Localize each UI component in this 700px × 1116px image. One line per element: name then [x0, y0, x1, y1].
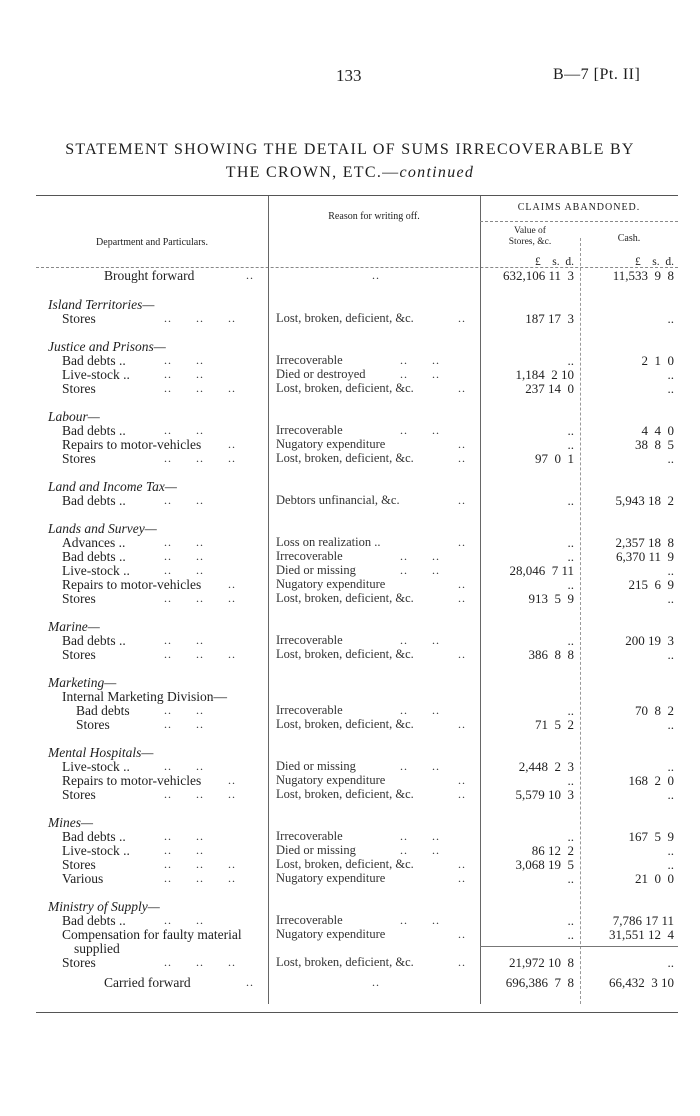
row-reason: Lost, broken, deficient, &c. — [276, 451, 414, 465]
row-reason-dots: .. .. — [400, 703, 440, 717]
row-label-dots: .. .. .. — [164, 787, 236, 801]
row-stores-value: 97 0 1 — [535, 451, 574, 466]
subsection-heading: Internal Marketing Division— — [62, 689, 227, 704]
row-label-dots: .. .. .. — [164, 955, 236, 969]
stores-currency-label: £ s. d. — [535, 256, 574, 268]
row-reason: Irrecoverable — [276, 633, 343, 647]
statement-title-line1: STATEMENT SHOWING THE DETAIL OF SUMS IRRECOVERABLE BY — [65, 141, 635, 158]
row-label-dots: .. .. — [164, 563, 204, 577]
row-label-dots: .. .. .. — [164, 451, 236, 465]
row-stores-value: .. — [567, 871, 574, 886]
claims-header-rule — [480, 221, 678, 222]
row-reason-dots: .. — [458, 535, 466, 549]
row-reason: Lost, broken, deficient, &c. — [276, 591, 414, 605]
row-label-dots: .. .. .. — [164, 871, 236, 885]
row-stores-value: 3,068 19 5 — [515, 857, 574, 872]
row-reason: Nugatory expenditure — [276, 577, 386, 591]
row-label: Live-stock .. — [62, 843, 130, 858]
row-reason-dots: .. — [458, 451, 466, 465]
row-label: Bad debts .. — [62, 493, 126, 508]
row-reason-dots: .. .. — [400, 843, 440, 857]
row-reason: Died or destroyed — [276, 367, 366, 381]
row-label: Live-stock .. — [62, 759, 130, 774]
row-stores-value: .. — [567, 493, 574, 508]
row-stores-value: .. — [567, 829, 574, 844]
row-stores-value: .. — [567, 633, 574, 648]
row-cash-value: .. — [667, 843, 674, 858]
row-label: Compensation for faulty material — [62, 927, 242, 942]
row-cash-value: 215 6 9 — [628, 577, 674, 592]
row-stores-value: .. — [567, 423, 574, 438]
row-label-dots: .. .. .. — [164, 857, 236, 871]
row-reason-dots: .. .. — [400, 423, 440, 437]
row-label-dots: .. .. — [164, 367, 204, 381]
row-reason-dots: .. .. — [400, 563, 440, 577]
row-stores-value: .. — [567, 773, 574, 788]
row-stores-value: 237 14 0 — [525, 381, 574, 396]
section-heading: Marketing— — [48, 675, 117, 690]
row-label: Stores — [62, 647, 96, 662]
row-reason-dots: .. .. — [400, 829, 440, 843]
section-heading: Marine— — [48, 619, 100, 634]
row-stores-value: 28,046 7 11 — [509, 563, 574, 578]
row-reason: Irrecoverable — [276, 829, 343, 843]
row-reason: Nugatory expenditure — [276, 871, 386, 885]
brought-forward-stores: 632,106 11 3 — [502, 268, 574, 283]
row-label: Bad debts .. — [62, 633, 126, 648]
row-cash-value: .. — [667, 955, 674, 970]
row-reason: Lost, broken, deficient, &c. — [276, 381, 414, 395]
row-label-dots: .. .. — [164, 353, 204, 367]
row-reason-dots: .. — [458, 717, 466, 731]
row-cash-value: 2 1 0 — [641, 353, 674, 368]
section-heading: Mental Hospitals— — [48, 745, 154, 760]
brought-forward-reason-dots: .. — [372, 268, 380, 282]
row-stores-value: .. — [567, 535, 574, 550]
row-cash-value: .. — [667, 591, 674, 606]
row-reason-dots: .. .. — [400, 913, 440, 927]
row-stores-value: 21,972 10 8 — [509, 955, 574, 970]
row-label: Repairs to motor-vehicles — [62, 773, 202, 788]
row-cash-value: 5,943 18 2 — [615, 493, 674, 508]
row-label: Bad debts .. — [62, 549, 126, 564]
row-label: Stores — [62, 955, 96, 970]
row-reason-dots: .. .. — [400, 367, 440, 381]
row-reason: Died or missing — [276, 843, 356, 857]
carried-forward-reason-dots: .. — [372, 975, 380, 989]
row-stores-value: 913 5 9 — [528, 591, 574, 606]
row-reason: Nugatory expenditure — [276, 927, 386, 941]
row-stores-value: 86 12 2 — [531, 843, 574, 858]
row-label: Bad debts .. — [62, 423, 126, 438]
row-label-dots: .. .. — [164, 535, 204, 549]
row-reason: Irrecoverable — [276, 703, 343, 717]
row-cash-value: 167 5 9 — [628, 829, 674, 844]
row-label: Live-stock .. — [62, 367, 130, 382]
row-label-dots: .. .. — [164, 717, 204, 731]
row-stores-value: 71 5 2 — [535, 717, 574, 732]
carried-forward-stores: 696,386 7 8 — [505, 975, 574, 990]
row-stores-value: .. — [567, 353, 574, 368]
row-reason: Nugatory expenditure — [276, 437, 386, 451]
row-stores-value: 1,184 2 10 — [515, 367, 574, 382]
row-reason: Lost, broken, deficient, &c. — [276, 311, 414, 325]
row-stores-value: 2,448 2 3 — [518, 759, 574, 774]
row-label-dots: .. .. — [164, 913, 204, 927]
row-label-dots: .. .. .. — [164, 591, 236, 605]
header-stores-line1: Value of — [514, 226, 546, 236]
row-label-dots: .. .. — [164, 633, 204, 647]
cash-currency-label: £ s. d. — [635, 256, 674, 268]
row-label: Stores — [62, 857, 96, 872]
row-label: Stores — [62, 787, 96, 802]
row-reason-dots: .. — [458, 381, 466, 395]
brought-forward-dots: .. — [246, 268, 254, 282]
row-stores-value: 5,579 10 3 — [515, 787, 574, 802]
row-label: Live-stock .. — [62, 563, 130, 578]
table-bottom-rule — [36, 1012, 678, 1013]
row-label-dots: .. — [228, 437, 236, 451]
row-cash-value: .. — [667, 717, 674, 732]
section-heading: Justice and Prisons— — [48, 339, 166, 354]
row-reason: Died or missing — [276, 563, 356, 577]
row-reason-dots: .. — [458, 955, 466, 969]
row-cash-value: 70 8 2 — [635, 703, 674, 718]
row-stores-value: .. — [567, 927, 574, 942]
carried-forward-cash: 66,432 3 10 — [609, 975, 674, 990]
row-cash-value: 200 19 3 — [625, 633, 674, 648]
row-reason-dots: .. — [458, 493, 466, 507]
row-cash-value: .. — [667, 451, 674, 466]
page-reference: B—7 [Pt. II] — [553, 66, 641, 83]
row-reason: Nugatory expenditure — [276, 773, 386, 787]
row-cash-value: .. — [667, 563, 674, 578]
section-heading: Lands and Survey— — [48, 521, 157, 536]
brought-forward-cash: 11,533 9 8 — [612, 268, 674, 283]
row-reason-dots: .. — [458, 647, 466, 661]
row-label-dots: .. .. — [164, 829, 204, 843]
row-label-dots: .. .. — [164, 549, 204, 563]
page-number: 133 — [336, 66, 362, 85]
row-label-dots: .. — [228, 577, 236, 591]
row-cash-value: 4 4 0 — [641, 423, 674, 438]
row-reason-dots: .. — [458, 773, 466, 787]
row-stores-value: 187 17 3 — [525, 311, 574, 326]
row-reason: Lost, broken, deficient, &c. — [276, 787, 414, 801]
row-label: Various — [62, 871, 104, 886]
row-reason-dots: .. .. — [400, 353, 440, 367]
carried-forward-label: Carried forward — [104, 975, 191, 990]
row-label: Bad debts — [76, 703, 130, 718]
row-cash-value: 6,370 11 9 — [615, 549, 674, 564]
row-reason: Irrecoverable — [276, 549, 343, 563]
section-heading: Labour— — [48, 409, 100, 424]
row-reason: Loss on realization .. — [276, 535, 381, 549]
row-label: Stores — [76, 717, 110, 732]
column-divider-1 — [268, 196, 269, 1004]
carried-forward-dots: .. — [246, 975, 254, 989]
header-stores-line2: Stores, &c. — [508, 237, 552, 247]
row-stores-value: .. — [567, 549, 574, 564]
row-reason-dots: .. .. — [400, 633, 440, 647]
row-reason-dots: .. — [458, 591, 466, 605]
row-cash-value: .. — [667, 381, 674, 396]
header-cash: Cash. — [617, 233, 641, 244]
row-reason-dots: .. — [458, 927, 466, 941]
total-rule — [480, 946, 678, 947]
table-top-rule — [36, 195, 678, 196]
row-reason-dots: .. .. — [400, 759, 440, 773]
row-label-dots: .. .. .. — [164, 647, 236, 661]
row-label: Repairs to motor-vehicles — [62, 577, 202, 592]
row-cash-value: 21 0 0 — [635, 871, 674, 886]
section-heading: Mines— — [48, 815, 93, 830]
row-label-dots: .. .. .. — [164, 311, 236, 325]
row-reason: Lost, broken, deficient, &c. — [276, 857, 414, 871]
row-reason-dots: .. — [458, 437, 466, 451]
row-reason: Debtors unfinancial, &c. — [276, 493, 400, 507]
header-reason: Reason for writing off. — [328, 211, 420, 222]
row-reason: Irrecoverable — [276, 353, 343, 367]
row-label: Advances .. — [62, 535, 126, 550]
row-reason: Irrecoverable — [276, 913, 343, 927]
title-main-text: THE CROWN, ETC.— — [225, 164, 400, 181]
row-reason-dots: .. .. — [400, 549, 440, 563]
row-cash-value: 38 8 5 — [635, 437, 674, 452]
row-stores-value: .. — [567, 437, 574, 452]
row-reason: Died or missing — [276, 759, 356, 773]
row-reason: Irrecoverable — [276, 423, 343, 437]
row-label-dots: .. .. — [164, 843, 204, 857]
row-label: Stores — [62, 381, 96, 396]
row-reason-dots: .. — [458, 857, 466, 871]
row-stores-value: .. — [567, 577, 574, 592]
brought-forward-label: Brought forward — [104, 268, 195, 283]
row-label-dots: .. — [228, 773, 236, 787]
row-label: Stores — [62, 311, 96, 326]
row-reason: Lost, broken, deficient, &c. — [276, 647, 414, 661]
row-stores-value: .. — [567, 913, 574, 928]
statement-title-line2 — [0, 164, 700, 182]
row-cash-value: .. — [667, 311, 674, 326]
row-label: Bad debts .. — [62, 913, 126, 928]
row-cash-value: 31,551 12 4 — [609, 927, 674, 942]
section-heading: Ministry of Supply— — [48, 899, 160, 914]
row-reason: Lost, broken, deficient, &c. — [276, 717, 414, 731]
header-department: Department and Particulars. — [96, 237, 208, 248]
row-label-dots: .. .. — [164, 423, 204, 437]
row-stores-value: 386 8 8 — [528, 647, 574, 662]
row-reason: Lost, broken, deficient, &c. — [276, 955, 414, 969]
row-label: Bad debts .. — [62, 353, 126, 368]
row-label: Repairs to motor-vehicles — [62, 437, 202, 452]
row-reason-dots: .. — [458, 311, 466, 325]
row-label-dots: .. .. — [164, 759, 204, 773]
row-label-dots: .. .. .. — [164, 381, 236, 395]
section-heading: Island Territories— — [48, 297, 155, 312]
header-claims-abandoned: CLAIMS ABANDONED. — [517, 202, 641, 213]
row-reason-dots: .. — [458, 871, 466, 885]
row-stores-value: .. — [567, 703, 574, 718]
row-cash-value: .. — [667, 857, 674, 872]
row-label: Bad debts .. — [62, 829, 126, 844]
row-cash-value: 168 2 0 — [628, 773, 674, 788]
row-label-continuation: supplied — [74, 941, 120, 956]
row-reason-dots: .. — [458, 787, 466, 801]
row-label: Stores — [62, 591, 96, 606]
row-cash-value: 2,357 18 8 — [615, 535, 674, 550]
section-heading: Land and Income Tax— — [48, 479, 177, 494]
row-cash-value: .. — [667, 787, 674, 802]
row-label-dots: .. .. — [164, 703, 204, 717]
row-cash-value: 7,786 17 11 — [612, 913, 674, 928]
title-continued-text: continued — [399, 164, 475, 181]
row-label-dots: .. .. — [164, 493, 204, 507]
row-cash-value: .. — [667, 367, 674, 382]
row-cash-value: .. — [667, 759, 674, 774]
row-label: Stores — [62, 451, 96, 466]
row-reason-dots: .. — [458, 577, 466, 591]
row-cash-value: .. — [667, 647, 674, 662]
